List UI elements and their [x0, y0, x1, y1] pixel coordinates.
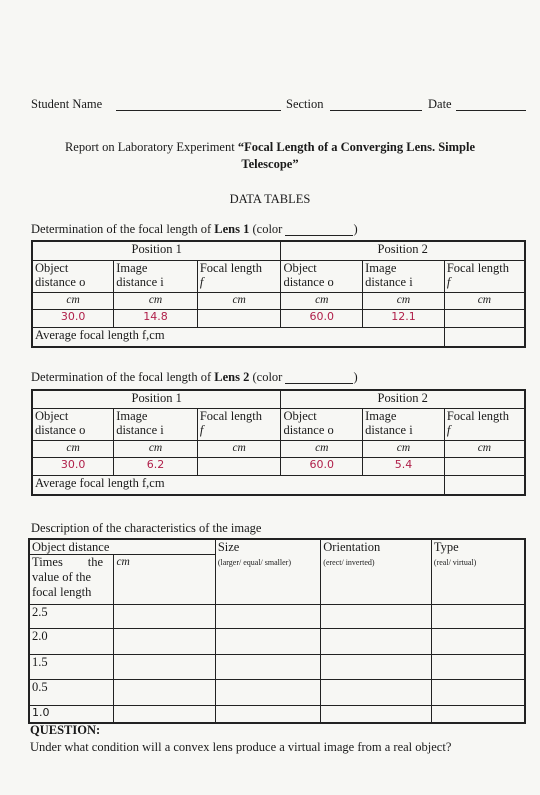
lens2-object-label: Object	[35, 408, 69, 423]
lens2-position1: Position 1	[32, 390, 281, 408]
row-size-cell[interactable]	[215, 706, 320, 723]
row-factor: 0.5	[29, 680, 114, 706]
lens1-img1-value[interactable]: 14.8	[114, 309, 198, 327]
lens1-focal2-value[interactable]	[444, 309, 525, 327]
col-orientation-label: Orientation	[323, 540, 381, 554]
lens2-object-label-2: Object	[283, 408, 317, 423]
lens1-unit: cm	[444, 292, 525, 309]
lens2-col-focal-1	[197, 408, 281, 440]
lens1-img2-value[interactable]: 12.1	[363, 309, 445, 327]
section-label: Section	[286, 97, 324, 111]
lens1-col-object-2	[281, 260, 363, 292]
lens2-unit: cm	[363, 440, 445, 457]
row-orientation-cell[interactable]	[321, 706, 432, 723]
lens2-heading-post: (color	[249, 370, 283, 384]
lens1-object-sub: distance o	[35, 274, 86, 289]
row-factor: 1.0	[29, 706, 114, 723]
times-focal-length-label	[29, 555, 114, 605]
lens2-average-label	[32, 475, 444, 495]
lens1-col-focal-1	[197, 260, 281, 292]
row-factor: 2.5	[29, 605, 114, 629]
lens2-focal-label-2: Focal length	[446, 408, 509, 423]
lens2-focal-sub: f	[199, 422, 204, 437]
lens1-focal-sub-2: f	[446, 274, 451, 289]
lens1-focal-label-2: Focal length	[446, 260, 509, 275]
times-line2: value of the	[32, 570, 92, 584]
times-line1: Times the	[32, 555, 104, 569]
lens2-position2: Position 2	[281, 390, 525, 408]
lens2-image-sub: distance i	[116, 422, 164, 437]
lens1-col-focal-2	[444, 260, 525, 292]
lens2-col-image-2	[363, 408, 445, 440]
lens1-heading-close: )	[353, 222, 358, 236]
date-field[interactable]	[456, 97, 526, 111]
lens2-obj2-value[interactable]: 60.0	[281, 457, 363, 475]
lens1-average-text: Average focal length f,cm	[35, 327, 165, 342]
lens1-focal1-value[interactable]	[197, 309, 281, 327]
lens2-average-value[interactable]	[444, 475, 525, 495]
lens2-obj1-value[interactable]: 30.0	[32, 457, 114, 475]
lens1-average-label	[32, 327, 444, 347]
lens1-col-image-2	[363, 260, 445, 292]
lens2-col-object-2	[281, 408, 363, 440]
lens2-unit: cm	[32, 440, 114, 457]
col-type-hint: (real/ virtual)	[433, 558, 477, 567]
row-distance-cell[interactable]	[114, 605, 215, 629]
lens2-unit: cm	[114, 440, 198, 457]
lens1-object-label-2: Object	[283, 260, 317, 275]
lens2-img2-value[interactable]: 5.4	[363, 457, 445, 475]
lens1-col-image-1	[114, 260, 198, 292]
lens2-focal-sub-2: f	[446, 422, 451, 437]
lens2-heading-close: )	[353, 370, 358, 384]
data-tables-heading: DATA TABLES	[229, 192, 311, 206]
distance-unit: cm	[114, 555, 215, 605]
lens2-object-sub: distance o	[35, 422, 86, 437]
col-orientation	[321, 539, 432, 605]
lens2-img1-value[interactable]: 6.2	[114, 457, 198, 475]
lens1-image-sub-2: distance i	[365, 274, 413, 289]
lens2-focal-label: Focal length	[199, 408, 262, 423]
lens2-average-text: Average focal length f,cm	[35, 475, 165, 490]
lens1-heading-pre: Determination of the focal length of	[31, 222, 215, 236]
lens2-unit: cm	[197, 440, 281, 457]
lens1-obj1-value[interactable]: 30.0	[32, 309, 114, 327]
report-title	[30, 139, 510, 173]
lens1-col-object-1	[32, 260, 114, 292]
lens1-focal-sub: f	[199, 274, 204, 289]
row-type-cell[interactable]	[431, 680, 525, 706]
lens2-focal2-value[interactable]	[444, 457, 525, 475]
row-orientation-cell[interactable]	[321, 680, 432, 706]
row-factor: 2.0	[29, 629, 114, 655]
report-title-prefix: Report on Laboratory Experiment	[64, 140, 238, 154]
lens2-unit: cm	[281, 440, 363, 457]
lens1-average-value[interactable]	[444, 327, 525, 347]
col-type-label: Type	[433, 540, 459, 554]
row-orientation-cell[interactable]	[321, 629, 432, 655]
row-type-cell[interactable]	[431, 655, 525, 680]
col-object-distance: Object distance	[29, 539, 215, 555]
lens2-color-field[interactable]	[285, 373, 353, 384]
question-label: QUESTION:	[30, 723, 101, 737]
lens1-color-field[interactable]	[285, 225, 353, 236]
col-size	[215, 539, 320, 605]
row-factor: 1.5	[29, 655, 114, 680]
lens2-unit: cm	[444, 440, 525, 457]
row-type-cell[interactable]	[431, 706, 525, 723]
lens1-unit: cm	[114, 292, 198, 309]
characteristics-heading: Description of the characteristics of the image	[31, 521, 262, 535]
row-orientation-cell[interactable]	[321, 655, 432, 680]
student-name-field[interactable]	[116, 97, 281, 111]
lens1-image-label-2: Image	[365, 260, 397, 275]
times-line3: focal length	[32, 585, 92, 599]
section-field[interactable]	[330, 97, 422, 111]
lens2-focal1-value[interactable]	[197, 457, 281, 475]
lens1-obj2-value[interactable]: 60.0	[281, 309, 363, 327]
lens1-object-label: Object	[35, 260, 69, 275]
row-distance-cell[interactable]	[114, 680, 215, 706]
row-type-cell[interactable]	[431, 605, 525, 629]
lens2-image-label: Image	[116, 408, 148, 423]
lens2-col-image-1	[114, 408, 198, 440]
lens2-image-sub-2: distance i	[365, 422, 413, 437]
col-orientation-hint: (erect/ inverted)	[323, 558, 375, 567]
lens1-table	[31, 240, 526, 348]
row-size-cell[interactable]	[215, 655, 320, 680]
lens1-focal-label: Focal length	[199, 260, 262, 275]
row-size-cell[interactable]	[215, 605, 320, 629]
lens2-object-sub-2: distance o	[283, 422, 334, 437]
col-size-label: Size	[217, 540, 240, 554]
report-title-bold-1: “Focal Length of a Converging Lens. Simple	[237, 140, 476, 154]
lens1-heading-bold: Lens 1	[214, 222, 250, 236]
row-orientation-cell[interactable]	[321, 605, 432, 629]
col-size-hint: (larger/ equal/ smaller)	[217, 558, 291, 567]
lens2-col-object-1	[32, 408, 114, 440]
report-title-bold-2: Telescope”	[241, 157, 299, 171]
lens1-unit: cm	[197, 292, 281, 309]
row-size-cell[interactable]	[215, 680, 320, 706]
col-type	[431, 539, 525, 605]
row-distance-cell[interactable]	[114, 706, 215, 723]
lens2-table	[31, 389, 526, 496]
lens1-unit: cm	[363, 292, 445, 309]
lens1-image-sub: distance i	[116, 274, 164, 289]
lens1-unit: cm	[32, 292, 114, 309]
lens2-image-label-2: Image	[365, 408, 397, 423]
date-label: Date	[428, 97, 452, 111]
question-text: Under what condition will a convex lens produce a virtual image from a real object?	[30, 740, 452, 754]
lens2-heading-pre: Determination of the focal length of	[31, 370, 215, 384]
lens1-heading-post: (color	[249, 222, 283, 236]
student-name-label: Student Name	[31, 97, 103, 111]
row-distance-cell[interactable]	[114, 655, 215, 680]
lens1-unit: cm	[281, 292, 363, 309]
lens1-position2: Position 2	[281, 241, 525, 260]
lens2-col-focal-2	[444, 408, 525, 440]
row-size-cell[interactable]	[215, 629, 320, 655]
lens1-position1: Position 1	[32, 241, 281, 260]
row-type-cell[interactable]	[431, 629, 525, 655]
lens1-object-sub-2: distance o	[283, 274, 334, 289]
lens1-heading	[31, 222, 358, 236]
lens2-heading	[31, 370, 358, 384]
row-distance-cell[interactable]	[114, 629, 215, 655]
lens2-heading-bold: Lens 2	[214, 370, 250, 384]
lens1-image-label: Image	[116, 260, 148, 275]
characteristics-table	[28, 538, 526, 724]
